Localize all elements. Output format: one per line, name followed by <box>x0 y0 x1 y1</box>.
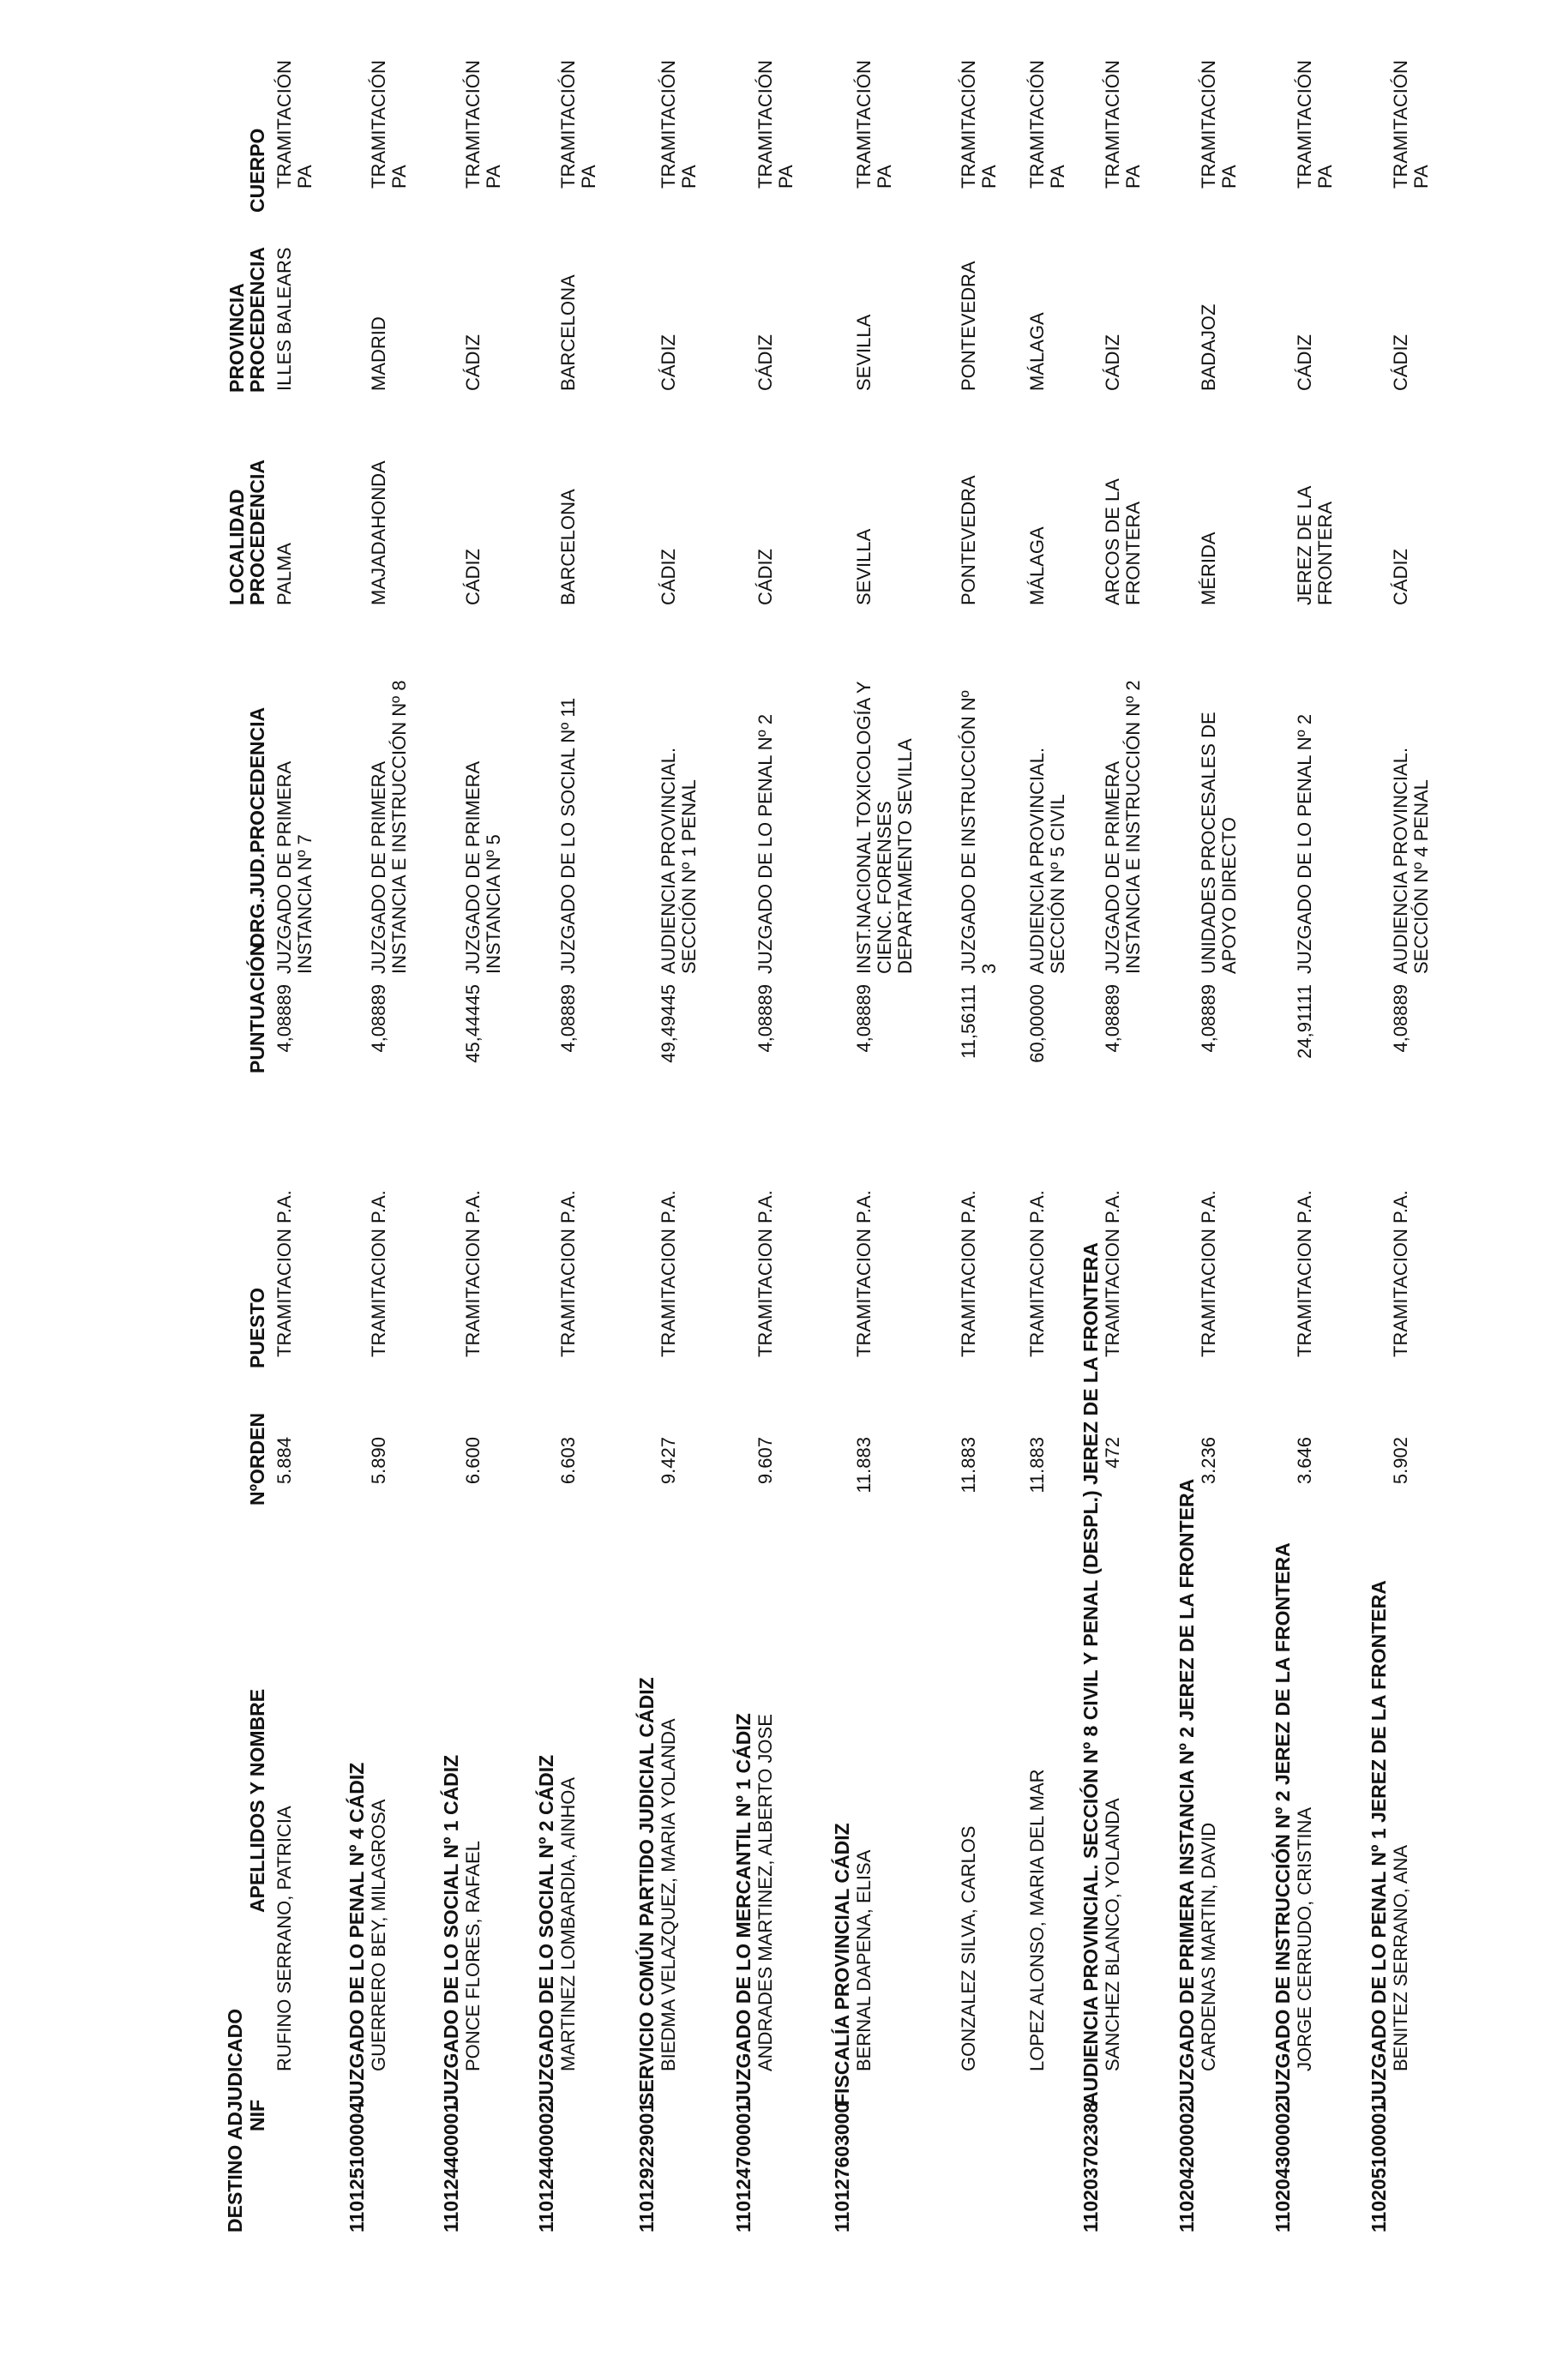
header-orden: NºORDEN <box>246 1412 268 1506</box>
group-code: 110203702308 <box>1079 2101 1102 2233</box>
body-line-1: TRAMITACIÓN <box>1102 60 1123 189</box>
group-code: 110124700001 <box>732 2101 754 2233</box>
body-line-1: TRAMITACIÓN <box>274 60 295 189</box>
group-code: 110124400001 <box>440 2101 462 2233</box>
position: TRAMITACION P.A. <box>1390 1190 1411 1357</box>
position: TRAMITACION P.A. <box>1102 1190 1123 1357</box>
origin-court-line-1: AUDIENCIA PROVINCIAL. <box>1390 747 1411 974</box>
origin-locality-line-1: JEREZ DE LA <box>1294 485 1315 605</box>
order-number: 472 <box>1102 1437 1123 1469</box>
applicant-name: BENITEZ SERRANO, ANA <box>1390 1844 1411 2071</box>
group-code: 110204300002 <box>1271 2101 1294 2233</box>
score: 45,44445 <box>462 984 484 1063</box>
origin-court-line-2: CIENC. FORENSES <box>874 801 895 974</box>
score: 4,08889 <box>1102 984 1123 1053</box>
group-name: JUZGADO DE LO MERCANTIL Nº 1 CÁDIZ <box>732 1713 754 2106</box>
body-line-2: PA <box>874 165 895 189</box>
header-org: ORG.JUD.PROCEDENCIA <box>246 706 268 948</box>
position: TRAMITACION P.A. <box>1026 1190 1048 1357</box>
score: 60,00000 <box>1026 984 1048 1063</box>
origin-court-line-1: JUZGADO DE PRIMERA <box>274 760 295 974</box>
score: 24,91111 <box>1294 984 1315 1059</box>
position: TRAMITACION P.A. <box>958 1190 979 1357</box>
applicant-name: PONCE FLORES, RAFAEL <box>462 1841 484 2071</box>
body-line-2: PA <box>978 165 1000 189</box>
order-number: 3.646 <box>1294 1437 1315 1485</box>
origin-locality-line-1: CÁDIZ <box>658 549 679 605</box>
applicant-name: BERNAL DAPENA, ELISA <box>853 1849 875 2071</box>
origin-locality-line-1: CÁDIZ <box>754 549 776 605</box>
origin-province: CÁDIZ <box>754 334 776 391</box>
origin-court-line-2: SECCIÓN Nº 5 CIVIL <box>1047 794 1068 974</box>
header-puntuacion: PUNTUACIÓN <box>246 941 268 1073</box>
origin-province: MADRID <box>368 316 389 391</box>
group-code: 110124400002 <box>535 2101 557 2233</box>
body-line-2: PA <box>678 165 700 189</box>
origin-court-line-2: 3 <box>978 963 1000 974</box>
applicant-name: SANCHEZ BLANCO, YOLANDA <box>1102 1798 1123 2071</box>
position: TRAMITACION P.A. <box>1198 1190 1219 1357</box>
origin-locality-line-2: FRONTERA <box>1314 502 1336 605</box>
origin-locality-line-1: MÁLAGA <box>1026 526 1048 605</box>
applicant-name: MARTINEZ LOMBARDIA, AINHOA <box>557 1776 579 2071</box>
body-line-1: TRAMITACIÓN <box>1026 60 1048 189</box>
header-puesto: PUESTO <box>246 1287 268 1368</box>
group-name: JUZGADO DE LO PENAL Nº 4 CÁDIZ <box>346 1762 368 2106</box>
header-provincia-1: PROVINCIA <box>225 283 248 393</box>
body-line-1: TRAMITACIÓN <box>557 60 579 189</box>
origin-court-line-2: SECCIÓN Nº 1 PENAL <box>678 779 700 974</box>
body-line-1: TRAMITACIÓN <box>1198 60 1219 189</box>
order-number: 5.884 <box>274 1437 295 1485</box>
origin-court-line-2: SECCIÓN Nº 4 PENAL <box>1410 779 1432 974</box>
origin-court-line-1: UNIDADES PROCESALES DE <box>1198 712 1219 974</box>
applicant-name: BIEDMA VELAZQUEZ, MARIA YOLANDA <box>658 1718 679 2071</box>
applicant-name: GONZALEZ SILVA, CARLOS <box>958 1825 979 2071</box>
group-name: JUZGADO DE LO SOCIAL Nº 2 CÁDIZ <box>535 1754 557 2106</box>
group-name: JUZGADO DE INSTRUCCIÓN Nº 2 JEREZ DE LA FRONTERA <box>1271 1542 1294 2106</box>
origin-locality-line-1: PONTEVEDRA <box>958 475 979 605</box>
origin-court-line-2: INSTANCIA E INSTRUCCIÓN Nº 8 <box>388 680 410 974</box>
header-nombre: APELLIDOS Y NOMBRE <box>246 1688 268 1913</box>
applicant-name: CARDENAS MARTIN, DAVID <box>1198 1822 1219 2071</box>
body-line-1: TRAMITACIÓN <box>368 60 389 189</box>
group-code: 110129229001 <box>635 2101 658 2233</box>
origin-court-line-1: JUZGADO DE INSTRUCCIÓN Nº <box>958 690 979 974</box>
origin-court-line-1: JUZGADO DE LO PENAL Nº 2 <box>1294 713 1315 974</box>
origin-court-line-1: INST.NACIONAL TOXICOLOGÍA Y <box>853 681 875 974</box>
group-name: JUZGADO DE PRIMERA INSTANCIA Nº 2 JEREZ DE LA FRONTERA <box>1175 1478 1198 2106</box>
origin-locality-line-1: ARCOS DE LA <box>1102 478 1123 605</box>
origin-locality-line-1: BARCELONA <box>557 489 579 605</box>
score: 4,08889 <box>754 984 776 1053</box>
header-nif: NIF <box>246 2099 268 2131</box>
group-name: FISCALÍA PROVINCIAL CÁDIZ <box>831 1823 853 2106</box>
order-number: 5.902 <box>1390 1437 1411 1485</box>
score: 4,08889 <box>557 984 579 1053</box>
origin-court-line-1: JUZGADO DE PRIMERA <box>368 760 389 974</box>
origin-province: SEVILLA <box>853 314 875 391</box>
origin-province: ILLES BALEARS <box>274 247 295 391</box>
body-line-1: TRAMITACIÓN <box>853 60 875 189</box>
group-name: JUZGADO DE LO SOCIAL Nº 1 CÁDIZ <box>440 1754 462 2106</box>
body-line-1: TRAMITACIÓN <box>1390 60 1411 189</box>
position: TRAMITACION P.A. <box>658 1190 679 1357</box>
origin-locality-line-1: MAJADAHONDA <box>368 460 389 605</box>
position: TRAMITACION P.A. <box>1294 1190 1315 1357</box>
body-line-2: PA <box>483 165 504 189</box>
score: 49,49445 <box>658 984 679 1063</box>
origin-province: CÁDIZ <box>658 334 679 391</box>
origin-locality-line-2: FRONTERA <box>1122 502 1144 605</box>
origin-province: CÁDIZ <box>462 334 484 391</box>
body-line-2: PA <box>1047 165 1068 189</box>
origin-province: CÁDIZ <box>1294 334 1315 391</box>
position: TRAMITACION P.A. <box>557 1190 579 1357</box>
origin-province: BADAJOZ <box>1198 304 1219 391</box>
applicant-name: JORGE CERRUDO, CRISTINA <box>1294 1806 1315 2071</box>
applicant-name: GUERRERO BEY, MILAGROSA <box>368 1799 389 2071</box>
body-line-2: PA <box>1410 165 1432 189</box>
applicant-name: ANDRADES MARTINEZ, ALBERTO JOSE <box>754 1714 776 2071</box>
header-cuerpo: CUERPO <box>246 128 268 213</box>
group-code: 110125100004 <box>346 2101 368 2233</box>
origin-court-line-1: JUZGADO DE LO PENAL Nº 2 <box>754 713 776 974</box>
score: 11,56111 <box>958 984 979 1059</box>
body-line-1: TRAMITACIÓN <box>1294 60 1315 189</box>
body-line-2: PA <box>1122 165 1144 189</box>
origin-court-line-1: JUZGADO DE PRIMERA <box>1102 760 1123 974</box>
order-number: 6.600 <box>462 1437 484 1485</box>
origin-court-line-2: INSTANCIA Nº 5 <box>483 834 504 974</box>
group-code: 110205100001 <box>1368 2101 1390 2233</box>
origin-court-line-2: INSTANCIA Nº 7 <box>294 834 316 974</box>
page-title: DESTINO ADJUDICADO <box>224 2008 246 2233</box>
origin-locality-line-1: CÁDIZ <box>462 549 484 605</box>
group-code: 110204200002 <box>1175 2101 1198 2233</box>
position: TRAMITACION P.A. <box>853 1190 875 1357</box>
group-code: 110127603000 <box>831 2101 853 2233</box>
origin-court-line-1: JUZGADO DE PRIMERA <box>462 760 484 974</box>
applicant-name: LOPEZ ALONSO, MARIA DEL MAR <box>1026 1769 1048 2071</box>
body-line-2: PA <box>1314 165 1336 189</box>
header-localidad-2: PROCEDENCIA <box>246 460 268 605</box>
position: TRAMITACION P.A. <box>368 1190 389 1357</box>
body-line-1: TRAMITACIÓN <box>658 60 679 189</box>
body-line-2: PA <box>1218 165 1240 189</box>
group-name: JUZGADO DE LO PENAL Nº 1 JEREZ DE LA FRONTERA <box>1368 1580 1390 2106</box>
score: 4,08889 <box>853 984 875 1053</box>
order-number: 9.427 <box>658 1437 679 1485</box>
origin-province: MÁLAGA <box>1026 312 1048 391</box>
origin-province: CÁDIZ <box>1102 334 1123 391</box>
origin-locality-line-1: SEVILLA <box>853 528 875 605</box>
order-number: 11.883 <box>958 1437 979 1494</box>
origin-province: CÁDIZ <box>1390 334 1411 391</box>
origin-court-line-1: AUDIENCIA PROVINCIAL. <box>658 747 679 974</box>
order-number: 9.607 <box>754 1437 776 1485</box>
origin-province: BARCELONA <box>557 274 579 391</box>
group-name: AUDIENCIA PROVINCIAL. SECCIÓN Nº 8 CIVIL Y PENAL (DESPL.) JEREZ DE LA FRONTERA <box>1079 1242 1102 2106</box>
order-number: 11.883 <box>1026 1437 1048 1494</box>
origin-province: PONTEVEDRA <box>958 261 979 391</box>
body-line-2: PA <box>578 165 599 189</box>
body-line-1: TRAMITACIÓN <box>754 60 776 189</box>
body-line-2: PA <box>388 165 410 189</box>
applicant-name: RUFINO SERRANO, PATRICIA <box>274 1806 295 2071</box>
header-provincia-2: PROCEDENCIA <box>246 247 268 393</box>
origin-court-line-3: DEPARTAMENTO SEVILLA <box>894 738 916 974</box>
body-line-2: PA <box>775 165 797 189</box>
header-localidad-1: LOCALIDAD <box>225 489 248 605</box>
origin-locality-line-1: PALMA <box>274 543 295 605</box>
body-line-1: TRAMITACIÓN <box>958 60 979 189</box>
position: TRAMITACION P.A. <box>754 1190 776 1357</box>
order-number: 3.236 <box>1198 1437 1219 1485</box>
origin-court-line-2: APOYO DIRECTO <box>1218 817 1240 974</box>
order-number: 6.603 <box>557 1437 579 1485</box>
body-line-2: PA <box>294 165 316 189</box>
origin-court-line-1: JUZGADO DE LO SOCIAL Nº 11 <box>557 697 579 974</box>
origin-locality-line-1: CÁDIZ <box>1390 549 1411 605</box>
score: 4,08889 <box>368 984 389 1053</box>
score: 4,08889 <box>274 984 295 1053</box>
group-name: SERVICIO COMÚN PARTIDO JUDICIAL CÁDIZ <box>635 1677 658 2106</box>
order-number: 5.890 <box>368 1437 389 1485</box>
score: 4,08889 <box>1198 984 1219 1053</box>
order-number: 11.883 <box>853 1437 875 1494</box>
origin-court-line-1: AUDIENCIA PROVINCIAL. <box>1026 747 1048 974</box>
position: TRAMITACION P.A. <box>462 1190 484 1357</box>
position: TRAMITACION P.A. <box>274 1190 295 1357</box>
origin-court-line-2: INSTANCIA E INSTRUCCIÓN Nº 2 <box>1122 680 1144 974</box>
body-line-1: TRAMITACIÓN <box>462 60 484 189</box>
origin-locality-line-1: MÉRIDA <box>1198 532 1219 605</box>
score: 4,08889 <box>1390 984 1411 1053</box>
